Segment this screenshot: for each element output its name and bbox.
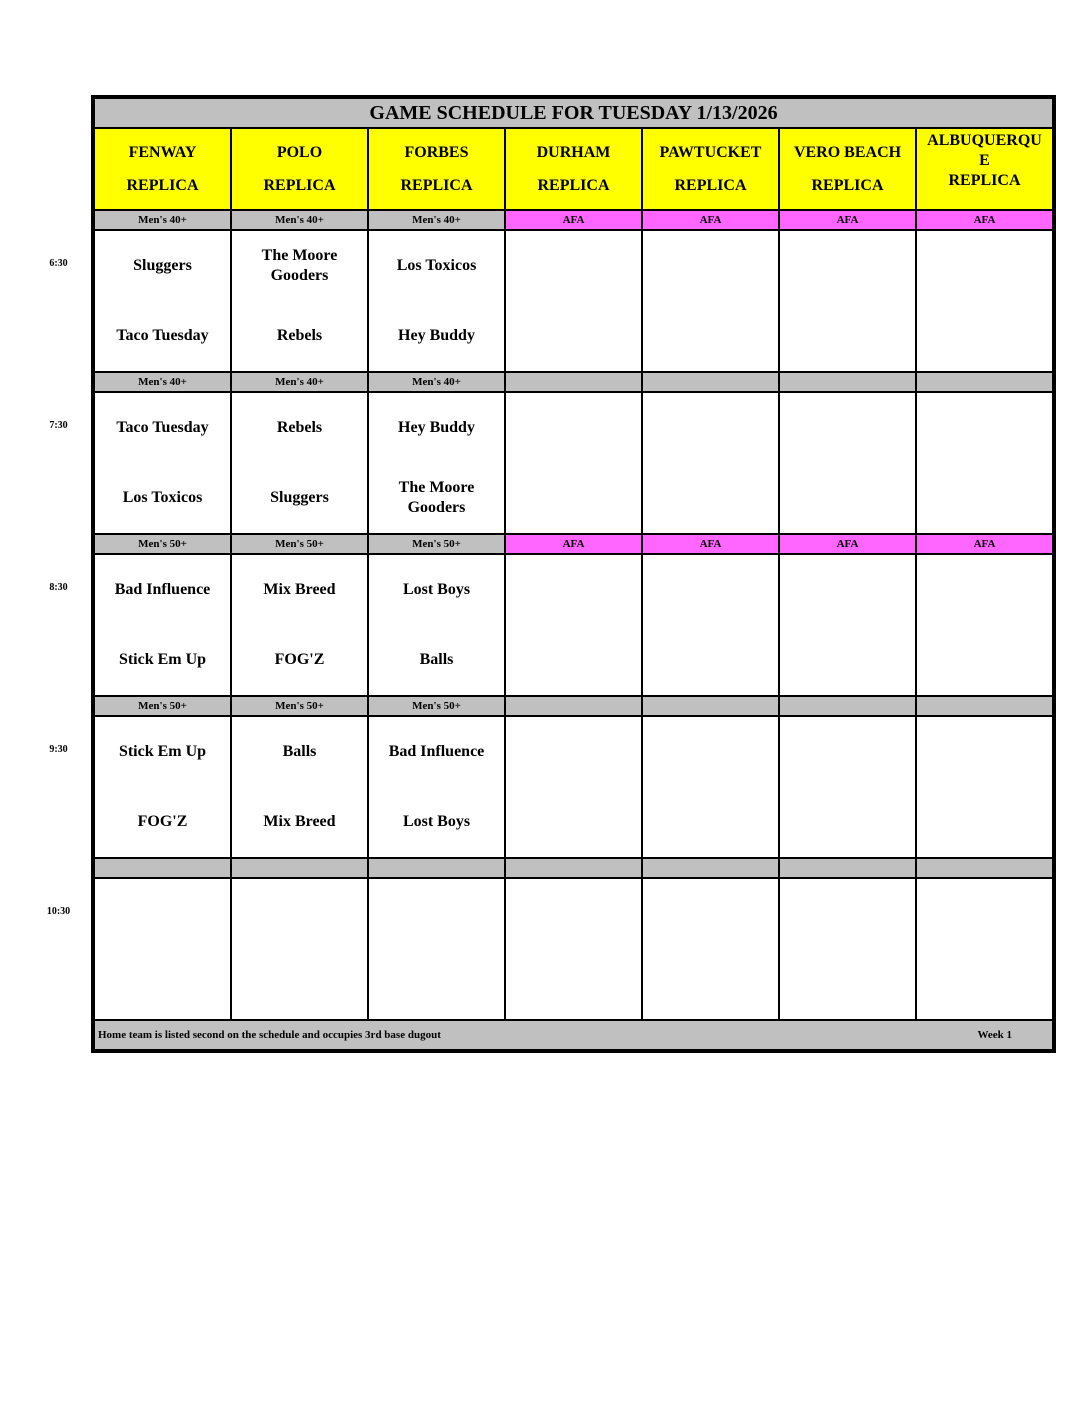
away-team: Taco Tuesday [116, 419, 209, 436]
division-label: Men's 40+ [94, 210, 231, 230]
division-label: Men's 40+ [231, 372, 368, 392]
game-cell [505, 554, 642, 696]
home-team [917, 463, 1052, 533]
away-team [917, 717, 1052, 787]
game-cell [94, 878, 231, 1020]
division-label: AFA [916, 534, 1053, 554]
away-team [506, 879, 641, 949]
away-team: Bad Influence [114, 581, 211, 598]
division-label: Men's 50+ [368, 696, 505, 716]
home-team: Mix Breed [263, 813, 336, 830]
away-team [780, 717, 915, 787]
schedule-title: GAME SCHEDULE FOR TUESDAY 1/13/2026 [94, 98, 1053, 128]
park-name: ALBUQUERQU E [927, 132, 1042, 169]
home-team [780, 787, 915, 857]
division-label [505, 372, 642, 392]
division-label [916, 858, 1053, 878]
park-name: PAWTUCKET [659, 143, 762, 161]
time-label: 8:30 [49, 582, 68, 593]
division-label [916, 372, 1053, 392]
home-team: Sluggers [270, 489, 329, 506]
away-team [643, 393, 778, 463]
division-label: AFA [505, 534, 642, 554]
away-team: Balls [282, 743, 317, 760]
division-label [916, 696, 1053, 716]
away-team: Los Toxicos [396, 257, 477, 274]
away-team [917, 393, 1052, 463]
away-team: The Moore Gooders [261, 247, 338, 284]
game-cell [94, 554, 231, 696]
home-team [780, 625, 915, 695]
game-cell [916, 392, 1053, 534]
game-cell [368, 392, 505, 534]
home-team [780, 463, 915, 533]
away-team [917, 555, 1052, 625]
time-label: 9:30 [49, 744, 68, 755]
division-label: Men's 40+ [94, 372, 231, 392]
away-team [917, 231, 1052, 301]
game-cell [505, 230, 642, 372]
home-team [95, 949, 230, 1019]
away-team [780, 231, 915, 301]
division-label: AFA [916, 210, 1053, 230]
game-cell [642, 878, 779, 1020]
division-label [642, 372, 779, 392]
away-team: Bad Influence [388, 743, 485, 760]
game-cell [779, 716, 916, 858]
footer-bar [94, 1020, 1053, 1050]
division-label [779, 696, 916, 716]
park-sub: REPLICA [400, 176, 473, 194]
game-cell [94, 392, 231, 534]
division-label: Men's 50+ [94, 534, 231, 554]
game-cell [779, 230, 916, 372]
time-label: 6:30 [49, 258, 68, 269]
home-team: Balls [419, 651, 454, 668]
time-label: 7:30 [49, 420, 68, 431]
home-team [917, 949, 1052, 1019]
division-label: Men's 50+ [94, 696, 231, 716]
away-team [506, 555, 641, 625]
game-cell [231, 230, 368, 372]
away-team [506, 717, 641, 787]
game-cell [505, 878, 642, 1020]
home-team [232, 949, 367, 1019]
home-team [917, 787, 1052, 857]
away-team: Mix Breed [263, 581, 336, 598]
game-cell [94, 230, 231, 372]
away-team [917, 879, 1052, 949]
home-team [506, 949, 641, 1019]
park-header-pawtucket [642, 128, 779, 210]
park-header-fenway [94, 128, 231, 210]
home-team [643, 949, 778, 1019]
game-cell [916, 878, 1053, 1020]
home-team [780, 949, 915, 1019]
game-cell [779, 392, 916, 534]
away-team: Lost Boys [402, 581, 471, 598]
park-sub: REPLICA [126, 176, 199, 194]
home-team [369, 949, 504, 1019]
division-label [231, 858, 368, 878]
away-team [643, 879, 778, 949]
division-label: AFA [779, 534, 916, 554]
park-sub: REPLICA [537, 176, 610, 194]
away-team [232, 879, 367, 949]
game-cell [916, 554, 1053, 696]
away-team [369, 879, 504, 949]
away-team [643, 231, 778, 301]
division-label [505, 858, 642, 878]
week-label: Week 1 [977, 1029, 1012, 1041]
away-team: Hey Buddy [398, 419, 475, 436]
home-team [643, 787, 778, 857]
home-team [917, 301, 1052, 371]
game-cell [916, 716, 1053, 858]
park-sub: REPLICA [674, 176, 747, 194]
park-sub: REPLICA [811, 176, 884, 194]
division-label [642, 858, 779, 878]
park-header-polo [231, 128, 368, 210]
division-label [779, 858, 916, 878]
home-team: FOG'Z [274, 651, 325, 668]
game-cell [642, 716, 779, 858]
away-team [780, 879, 915, 949]
park-name: DURHAM [536, 143, 611, 161]
division-label [94, 858, 231, 878]
division-label: AFA [779, 210, 916, 230]
park-sub: REPLICA [948, 172, 1021, 189]
away-team [506, 393, 641, 463]
game-cell [368, 230, 505, 372]
away-team [506, 231, 641, 301]
away-team: Sluggers [133, 257, 192, 274]
game-cell [779, 554, 916, 696]
home-team [780, 301, 915, 371]
park-name: VERO BEACH [793, 143, 902, 161]
away-team: Stick Em Up [118, 743, 207, 760]
game-cell [368, 878, 505, 1020]
game-cell [642, 554, 779, 696]
game-cell [642, 392, 779, 534]
home-team: Stick Em Up [118, 651, 207, 668]
home-team: Los Toxicos [122, 489, 203, 506]
division-label: AFA [642, 534, 779, 554]
park-header-albuquerque [916, 128, 1053, 210]
game-cell [94, 716, 231, 858]
home-team [506, 787, 641, 857]
home-team [917, 625, 1052, 695]
division-label [505, 696, 642, 716]
time-label: 10:30 [46, 906, 71, 917]
division-label: Men's 50+ [231, 534, 368, 554]
game-cell [231, 392, 368, 534]
home-team: Taco Tuesday [116, 327, 209, 344]
home-team: Lost Boys [402, 813, 471, 830]
division-label: AFA [642, 210, 779, 230]
home-team [506, 301, 641, 371]
home-team: FOG'Z [137, 813, 188, 830]
home-team: Hey Buddy [398, 327, 475, 344]
division-label [779, 372, 916, 392]
game-cell [231, 716, 368, 858]
park-header-durham [505, 128, 642, 210]
game-cell [642, 230, 779, 372]
park-header-forbes [368, 128, 505, 210]
park-name: FORBES [404, 143, 469, 161]
schedule-table [91, 95, 1056, 1053]
home-team [643, 301, 778, 371]
game-cell [231, 554, 368, 696]
away-team [780, 393, 915, 463]
home-team [643, 463, 778, 533]
park-sub: REPLICA [263, 176, 336, 194]
home-team [506, 625, 641, 695]
away-team [643, 555, 778, 625]
division-label [368, 858, 505, 878]
game-cell [916, 230, 1053, 372]
game-cell [779, 878, 916, 1020]
division-label: AFA [505, 210, 642, 230]
game-cell [505, 716, 642, 858]
park-header-vero-beach [779, 128, 916, 210]
home-team [506, 463, 641, 533]
division-label: Men's 50+ [231, 696, 368, 716]
division-label: Men's 50+ [368, 534, 505, 554]
division-label: Men's 40+ [231, 210, 368, 230]
home-team: The Moore Gooders [398, 479, 475, 516]
game-cell [231, 878, 368, 1020]
away-team [95, 879, 230, 949]
home-team [643, 625, 778, 695]
division-label: Men's 40+ [368, 372, 505, 392]
game-cell [505, 392, 642, 534]
game-cell [368, 554, 505, 696]
away-team [780, 555, 915, 625]
footer-note: Home team is listed second on the schedule and occupies 3rd base dugout [98, 1029, 441, 1041]
division-label: Men's 40+ [368, 210, 505, 230]
game-cell [368, 716, 505, 858]
park-name: FENWAY [128, 143, 197, 161]
division-label [642, 696, 779, 716]
away-team: Rebels [276, 419, 323, 436]
away-team [643, 717, 778, 787]
park-name: POLO [276, 143, 323, 161]
home-team: Rebels [276, 327, 323, 344]
